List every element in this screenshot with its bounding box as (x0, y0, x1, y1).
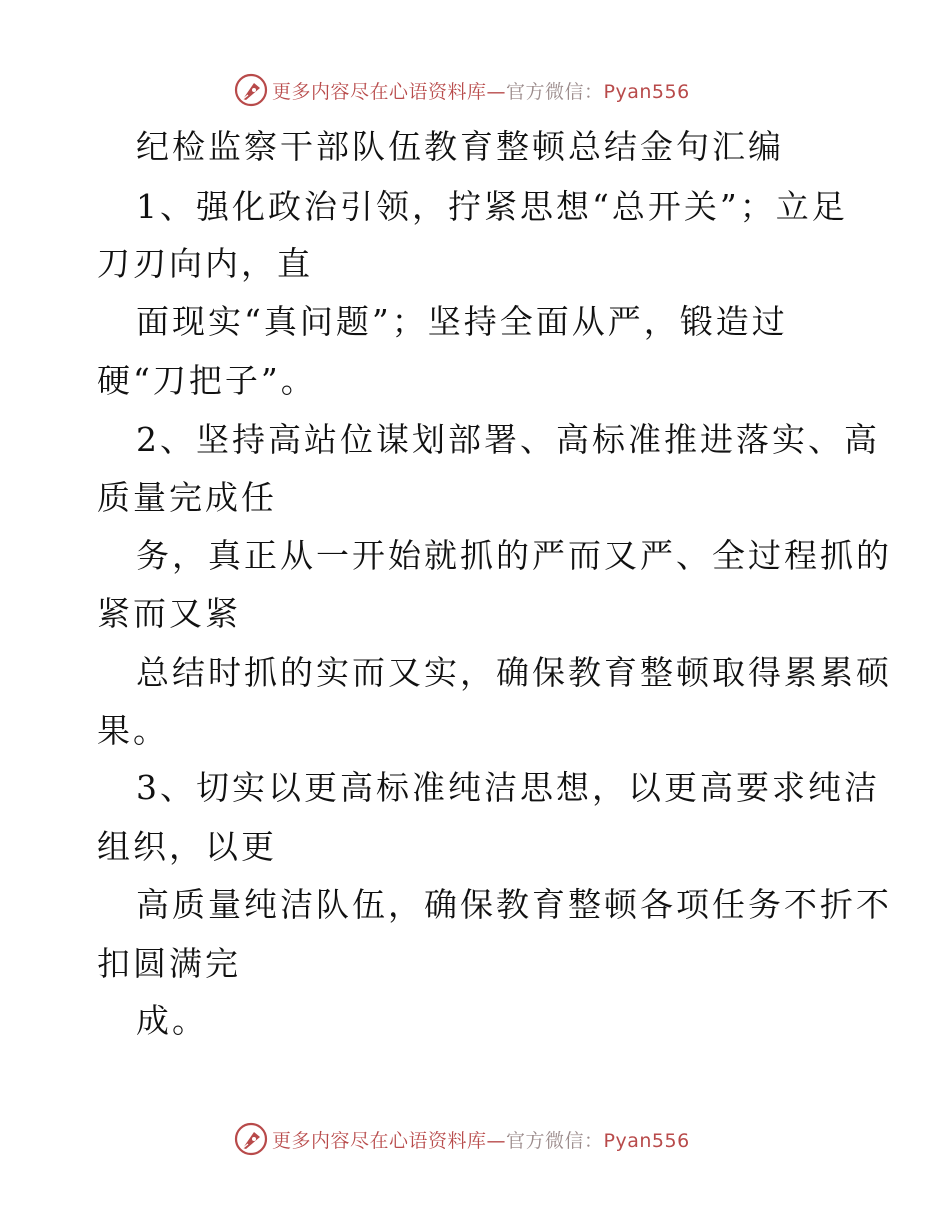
banner-text (272, 1126, 690, 1153)
paragraph-line: 紧而又紧 (97, 594, 241, 633)
banner-wechat-id: Pyan556 (603, 80, 690, 103)
pen-nib-logo-icon (234, 73, 268, 107)
banner-text (272, 77, 690, 104)
pen-nib-logo-icon (234, 1122, 268, 1156)
header-banner (234, 73, 690, 107)
banner-main-text: 更多内容尽在心语资料库— (272, 80, 507, 103)
banner-wechat-id: Pyan556 (603, 1129, 690, 1152)
banner-wechat-label: 官方微信： (506, 1129, 604, 1152)
paragraph-line: 刀刃向内，直 (97, 244, 313, 283)
paragraph-line: 务，真正从一开始就抓的严而又严、全过程抓的 (136, 536, 892, 575)
paragraph-line: 总结时抓的实而又实，确保教育整顿取得累累硕 (136, 653, 892, 692)
paragraph-line: 高质量纯洁队伍，确保教育整顿各项任务不折不 (136, 885, 892, 924)
paragraph-line: 1、强化政治引领，拧紧思想“总开关”；立足 (136, 187, 848, 226)
paragraph-line: 硬“刀把子”。 (97, 361, 317, 400)
footer-banner (234, 1122, 690, 1156)
paragraph-line: 扣圆满完 (97, 944, 241, 983)
banner-wechat-label: 官方微信： (506, 80, 604, 103)
paragraph-line: 果。 (97, 711, 169, 750)
banner-main-text: 更多内容尽在心语资料库— (272, 1129, 507, 1152)
paragraph-line: 成。 (136, 1001, 208, 1040)
paragraph-line: 2、坚持高站位谋划部署、高标准推进落实、高 (136, 420, 880, 459)
paragraph-line: 面现实“真问题”；坚持全面从严，锻造过 (136, 302, 788, 341)
paragraph-line: 质量完成任 (97, 478, 277, 517)
paragraph-line: 组织，以更 (97, 827, 277, 866)
document-title: 纪检监察干部队伍教育整顿总结金句汇编 (136, 127, 784, 166)
paragraph-line: 3、切实以更高标准纯洁思想，以更高要求纯洁 (136, 768, 880, 807)
